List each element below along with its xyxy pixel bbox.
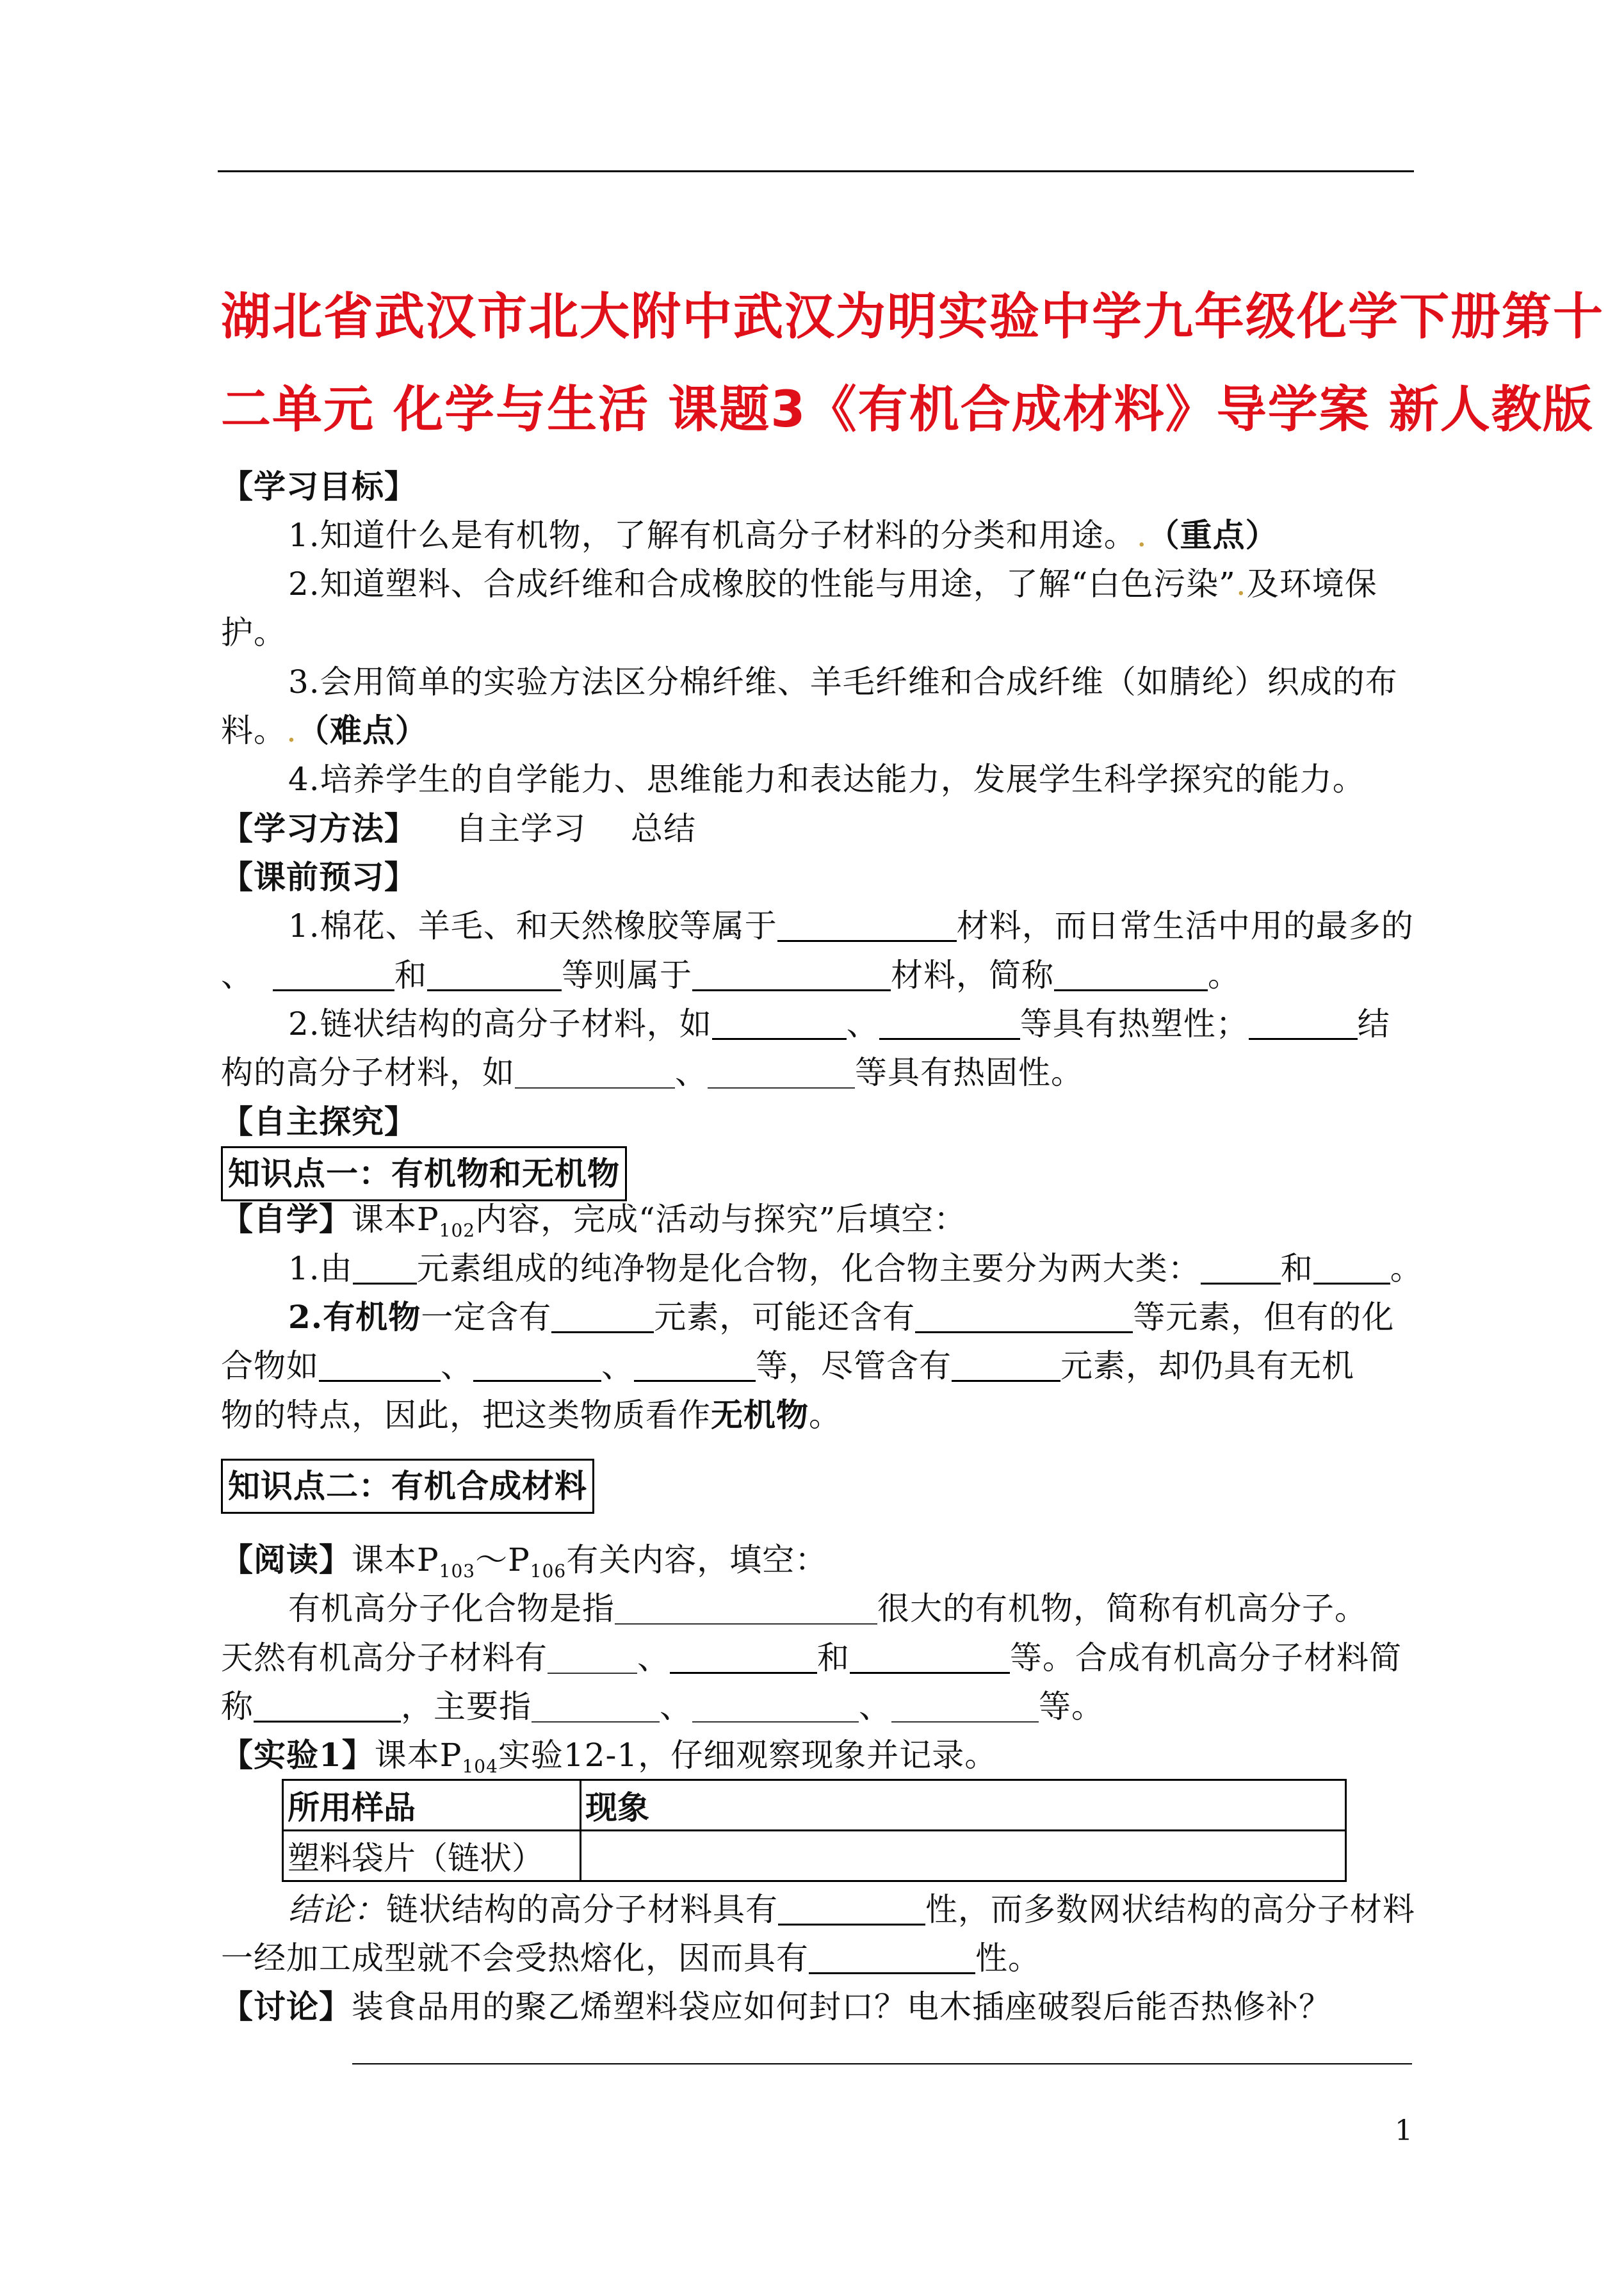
objective-1: 1.知道什么是有机物，了解有机高分子材料的分类和用途。.（重点） [288,516,1278,554]
blank[interactable] [809,1942,975,1974]
blank[interactable] [548,1642,637,1674]
table-row [283,1831,1346,1881]
knowledge-point-2: 知识点二：有机合成材料 [221,1459,1438,1514]
blank[interactable] [473,1349,601,1382]
experiment-line: 【实验1】课本$P_{104}$实验12-1，仔细观察现象并记录。 [221,1736,998,1777]
table-cell-phenomenon[interactable] [581,1831,1346,1881]
blank[interactable] [692,959,891,991]
blank[interactable] [427,959,562,991]
objective-2: 2.知道塑料、合成纤维和合成橡胶的性能与用途，了解“白色污染”.及环境保 [288,565,1377,603]
blank[interactable] [952,1349,1060,1382]
blank[interactable] [879,1007,1020,1040]
blank[interactable] [273,959,394,991]
knowledge-point-1: 知识点一：有机物和无机物 [221,1146,1438,1201]
blank[interactable] [515,1057,675,1089]
objective-4: 4.培养学生的自学能力、思维能力和表达能力，发展学生科学探究的能力。 [288,761,1365,798]
preview-q1-cont: 、 和 等则属于 材料，简称 。 [221,957,1240,994]
doc-title-line-2: 二单元 化学与生活 课题3《有机合成材料》导学案 新人教版 [221,381,1594,439]
blank[interactable] [1054,959,1208,991]
footer-rule [352,2063,1412,2064]
blank[interactable] [708,1057,855,1089]
self-q2-cont-2: 物的特点，因此，把这类物质看作无机物。 [221,1396,841,1434]
reading-p3: 称 ，主要指 、 、 等。 [221,1688,1104,1725]
objective-2-cont: 护。 [221,614,286,651]
blank[interactable] [891,1691,1039,1723]
blank[interactable] [254,1690,401,1723]
doc-title-line-1: 湖北省武汉市北大附中武汉为明实验中学九年级化学下册第十 [221,288,1605,346]
objectives-heading: 【学习目标】 [221,467,417,505]
blank[interactable] [1201,1252,1281,1285]
self-study-line: 【自学】课本$P_{102}$内容，完成“活动与探究”后填空： [221,1200,967,1241]
table-cell: 塑料袋片（链状） [283,1831,581,1881]
blank[interactable] [712,1007,847,1040]
table-header: 现象 [581,1780,1346,1831]
objective-3: 3.会用简单的实验方法区分棉纤维、羊毛纤维和合成纤维（如腈纶）织成的布 [288,663,1398,701]
discussion-line: 【讨论】装食品用的聚乙烯塑料袋应如何封口？电木插座破裂后能否热修补？ [221,1988,1331,2025]
blank[interactable] [353,1252,417,1285]
experiment-table [282,1779,1347,1882]
explore-heading: 【自主探究】 [221,1103,417,1140]
blank[interactable] [319,1349,441,1382]
objective-3-cont: 料。.（难点） [221,711,428,749]
blank[interactable] [634,1349,756,1382]
blank[interactable] [1249,1007,1358,1040]
method-line: 【学习方法】 自主学习 总结 [221,809,696,847]
blank[interactable] [850,1641,1010,1674]
self-q1: 1.由 元素组成的纯净物是化合物，化合物主要分为两大类： 和 。 [288,1250,1423,1287]
preview-q2-cont: 构的高分子材料，如 、 等具有热固性。 [221,1054,1084,1091]
blank[interactable] [1313,1252,1390,1285]
blank[interactable] [777,909,957,942]
header-rule [218,170,1414,172]
reading-line: 【阅读】课本$P_{103}\sim P_{106}$有关内容，填空： [221,1541,828,1582]
blank[interactable] [670,1641,817,1674]
reading-p2: 天然有机高分子材料有 、 和 等。合成有机高分子材料简 [221,1639,1402,1676]
blank[interactable] [915,1301,1133,1333]
blank[interactable] [551,1301,654,1333]
self-q2: 2.有机物一定含有 元素，可能还含有 等元素，但有的化 [288,1298,1395,1336]
blank[interactable] [615,1593,877,1625]
blank[interactable] [532,1691,660,1723]
page-number: 1 [1395,2114,1413,2147]
preview-q1: 1.棉花、羊毛、和天然橡胶等属于 材料，而日常生活中用的最多的 [288,907,1414,945]
blank[interactable] [692,1691,859,1723]
table-header: 所用样品 [283,1780,581,1831]
conclusion-line: 结论：链状结构的高分子材料具有 性，而多数网状结构的高分子材料 [288,1891,1415,1928]
blank[interactable] [778,1893,925,1926]
reading-p1: 有机高分子化合物是指 很大的有机物，简称有机高分子。 [288,1590,1367,1627]
preview-heading: 【课前预习】 [221,858,417,896]
self-q2-cont: 合物如 、 、 等，尽管含有 元素，却仍具有无机 [221,1347,1354,1384]
conclusion-cont: 一经加工成型就不会受热熔化，因而具有 性。 [221,1940,1041,1977]
preview-q2: 2.链状结构的高分子材料，如 、 等具有热塑性； 结 [288,1005,1390,1042]
table-header-row [283,1780,1346,1831]
